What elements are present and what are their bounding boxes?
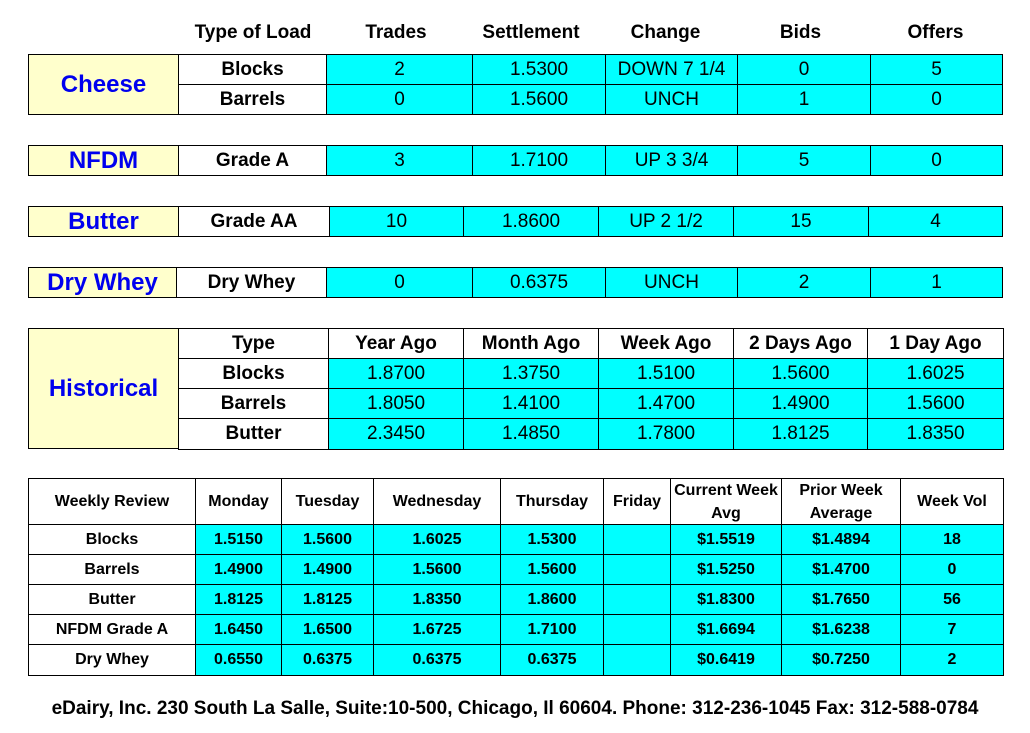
weekly-cell: 18 bbox=[900, 524, 1004, 555]
historical-cell: 1.4100 bbox=[463, 388, 599, 419]
weekly-cell: 1.6500 bbox=[281, 614, 374, 645]
weekly-cell bbox=[603, 614, 671, 645]
weekly-header-3: Wednesday bbox=[373, 478, 501, 525]
dry-whey-offers: 1 bbox=[870, 267, 1003, 298]
historical-cell: 1.4700 bbox=[598, 388, 734, 419]
weekly-row-label: Butter bbox=[28, 584, 196, 615]
cheese-barrels-trades: 0 bbox=[326, 84, 473, 115]
category-historical: Historical bbox=[28, 328, 179, 449]
cheese-barrels-offers: 0 bbox=[870, 84, 1003, 115]
weekly-cell: $1.4700 bbox=[781, 554, 901, 585]
weekly-header-2: Tuesday bbox=[281, 478, 374, 525]
weekly-row-label: Dry Whey bbox=[28, 644, 196, 676]
market-header-trades: Trades bbox=[365, 22, 427, 43]
dry-whey-trades: 0 bbox=[326, 267, 473, 298]
weekly-cell: $1.5250 bbox=[670, 554, 782, 585]
historical-header-5: 1 Day Ago bbox=[867, 328, 1004, 359]
weekly-cell: 1.8350 bbox=[373, 584, 501, 615]
market-header-type: Type of Load bbox=[194, 22, 312, 43]
historical-cell: 1.5100 bbox=[598, 358, 734, 389]
market-header-settlement: Settlement bbox=[482, 22, 580, 43]
weekly-cell: 1.5600 bbox=[373, 554, 501, 585]
category-cheese: Cheese bbox=[28, 54, 179, 115]
historical-cell: 1.8125 bbox=[733, 418, 868, 450]
weekly-header-7: Prior Week Average bbox=[781, 478, 901, 525]
historical-cell: 1.5600 bbox=[867, 388, 1004, 419]
historical-row-label: Barrels bbox=[178, 388, 329, 419]
category-butter: Butter bbox=[28, 206, 179, 237]
cheese-barrels-type: Barrels bbox=[178, 84, 327, 115]
cheese-blocks-settlement: 1.5300 bbox=[472, 54, 606, 85]
footer-contact: eDairy, Inc. 230 South La Salle, Suite:10-500, Chicago, Il 60604. Phone: 312-236-1045 Fax: 312-588-0784 bbox=[51, 698, 979, 719]
weekly-cell: 7 bbox=[900, 614, 1004, 645]
butter-grade-aa-change: UP 2 1/2 bbox=[598, 206, 734, 237]
historical-cell: 1.4900 bbox=[733, 388, 868, 419]
historical-header-2: Month Ago bbox=[463, 328, 599, 359]
cheese-blocks-type: Blocks bbox=[178, 54, 327, 85]
weekly-cell bbox=[603, 554, 671, 585]
weekly-cell: 0.6550 bbox=[195, 644, 282, 676]
weekly-cell: $0.6419 bbox=[670, 644, 782, 676]
historical-header-4: 2 Days Ago bbox=[733, 328, 868, 359]
weekly-cell: 2 bbox=[900, 644, 1004, 676]
weekly-cell: 0.6375 bbox=[281, 644, 374, 676]
weekly-cell: 1.4900 bbox=[281, 554, 374, 585]
market-header-offers: Offers bbox=[907, 22, 964, 43]
weekly-cell: 1.5150 bbox=[195, 524, 282, 555]
weekly-cell: 1.7100 bbox=[500, 614, 604, 645]
weekly-cell: 0.6375 bbox=[500, 644, 604, 676]
historical-header-3: Week Ago bbox=[598, 328, 734, 359]
market-header-bids: Bids bbox=[779, 22, 822, 43]
historical-header-0: Type bbox=[178, 328, 329, 359]
butter-grade-aa-type: Grade AA bbox=[178, 206, 330, 237]
butter-grade-aa-settlement: 1.8600 bbox=[463, 206, 599, 237]
cheese-blocks-change: DOWN 7 1/4 bbox=[605, 54, 738, 85]
dry-whey-settlement: 0.6375 bbox=[472, 267, 606, 298]
historical-header-1: Year Ago bbox=[328, 328, 464, 359]
weekly-cell: 1.8125 bbox=[281, 584, 374, 615]
weekly-header-0: Weekly Review bbox=[28, 478, 196, 525]
historical-cell: 2.3450 bbox=[328, 418, 464, 450]
nfdm-grade-a-trades: 3 bbox=[326, 145, 473, 176]
historical-cell: 1.6025 bbox=[867, 358, 1004, 389]
butter-grade-aa-trades: 10 bbox=[329, 206, 464, 237]
weekly-header-8: Week Vol bbox=[900, 478, 1004, 525]
cheese-blocks-offers: 5 bbox=[870, 54, 1003, 85]
historical-cell: 1.3750 bbox=[463, 358, 599, 389]
weekly-cell bbox=[603, 584, 671, 615]
weekly-cell: $1.4894 bbox=[781, 524, 901, 555]
weekly-row-label: NFDM Grade A bbox=[28, 614, 196, 645]
historical-cell: 1.8700 bbox=[328, 358, 464, 389]
nfdm-grade-a-type: Grade A bbox=[178, 145, 327, 176]
cheese-barrels-change: UNCH bbox=[605, 84, 738, 115]
weekly-cell: 1.6025 bbox=[373, 524, 501, 555]
category-nfdm: NFDM bbox=[28, 145, 179, 176]
weekly-cell: 0.6375 bbox=[373, 644, 501, 676]
weekly-cell: 1.5600 bbox=[500, 554, 604, 585]
weekly-cell: 1.5300 bbox=[500, 524, 604, 555]
category-dry-whey: Dry Whey bbox=[28, 267, 177, 298]
cheese-barrels-settlement: 1.5600 bbox=[472, 84, 606, 115]
historical-cell: 1.7800 bbox=[598, 418, 734, 450]
historical-row-label: Blocks bbox=[178, 358, 329, 389]
butter-grade-aa-bids: 15 bbox=[733, 206, 869, 237]
weekly-cell: 1.4900 bbox=[195, 554, 282, 585]
historical-row-label: Butter bbox=[178, 418, 329, 450]
dry-whey-change: UNCH bbox=[605, 267, 738, 298]
nfdm-grade-a-offers: 0 bbox=[870, 145, 1003, 176]
historical-cell: 1.8050 bbox=[328, 388, 464, 419]
nfdm-grade-a-bids: 5 bbox=[737, 145, 871, 176]
weekly-cell: $1.7650 bbox=[781, 584, 901, 615]
weekly-cell: 1.6450 bbox=[195, 614, 282, 645]
weekly-cell: $0.7250 bbox=[781, 644, 901, 676]
nfdm-grade-a-change: UP 3 3/4 bbox=[605, 145, 738, 176]
dry-whey-type: Dry Whey bbox=[176, 267, 327, 298]
weekly-cell: 1.6725 bbox=[373, 614, 501, 645]
weekly-cell: $1.8300 bbox=[670, 584, 782, 615]
weekly-row-label: Barrels bbox=[28, 554, 196, 585]
weekly-cell: 1.8125 bbox=[195, 584, 282, 615]
cheese-blocks-bids: 0 bbox=[737, 54, 871, 85]
weekly-cell: 1.5600 bbox=[281, 524, 374, 555]
weekly-cell: 1.8600 bbox=[500, 584, 604, 615]
weekly-row-label: Blocks bbox=[28, 524, 196, 555]
weekly-cell: $1.6694 bbox=[670, 614, 782, 645]
weekly-header-1: Monday bbox=[195, 478, 282, 525]
butter-grade-aa-offers: 4 bbox=[868, 206, 1003, 237]
weekly-cell bbox=[603, 524, 671, 555]
weekly-cell: 0 bbox=[900, 554, 1004, 585]
cheese-blocks-trades: 2 bbox=[326, 54, 473, 85]
historical-cell: 1.4850 bbox=[463, 418, 599, 450]
weekly-cell: $1.6238 bbox=[781, 614, 901, 645]
weekly-header-5: Friday bbox=[603, 478, 671, 525]
weekly-cell bbox=[603, 644, 671, 676]
weekly-header-6: Current Week Avg bbox=[670, 478, 782, 525]
market-header-change: Change bbox=[630, 22, 701, 43]
dry-whey-bids: 2 bbox=[737, 267, 871, 298]
weekly-cell: 56 bbox=[900, 584, 1004, 615]
historical-cell: 1.8350 bbox=[867, 418, 1004, 450]
historical-cell: 1.5600 bbox=[733, 358, 868, 389]
weekly-cell: $1.5519 bbox=[670, 524, 782, 555]
nfdm-grade-a-settlement: 1.7100 bbox=[472, 145, 606, 176]
cheese-barrels-bids: 1 bbox=[737, 84, 871, 115]
weekly-header-4: Thursday bbox=[500, 478, 604, 525]
